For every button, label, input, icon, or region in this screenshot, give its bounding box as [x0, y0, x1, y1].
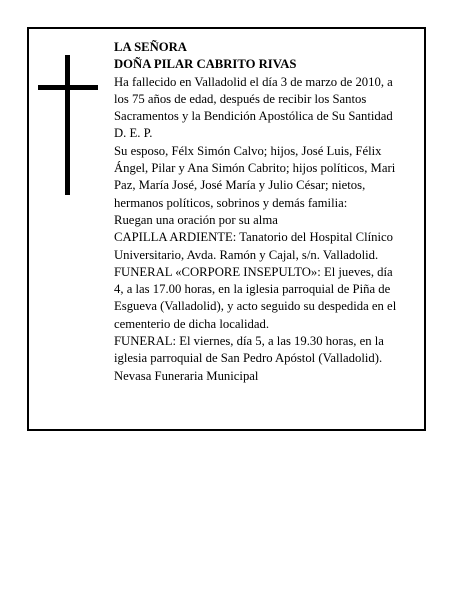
notice-line: Esgueva (Valladolid), y acto seguido su despedida en el — [114, 299, 397, 314]
notice-line: FUNERAL «CORPORE INSEPULTO»: El jueves, día — [114, 264, 393, 279]
notice-line: cementerio de dicha localidad. — [114, 316, 269, 331]
latin-cross-icon — [38, 55, 98, 195]
funeral-home-name: Nevasa Funeraria Municipal — [114, 368, 259, 383]
notice-line: Ángel, Pilar y Ana Simón Cabrito; hijos políticos, Mari — [114, 161, 396, 176]
cross-horizontal-bar — [38, 85, 98, 90]
notice-line: Su esposo, Félx Simón Calvo; hijos, José Luis, Félix — [114, 143, 382, 158]
notice-line: Sacramentos y la Bendición Apostólica de Su Santidad — [114, 109, 393, 124]
notice-line: CAPILLA ARDIENTE: Tanatorio del Hospital Clínico — [114, 230, 394, 245]
notice-line: los 75 años de edad, después de recibir los Santos — [114, 91, 367, 106]
notice-line: Ha fallecido en Valladolid el día 3 de marzo de 2010, a — [114, 74, 393, 89]
notice-line: iglesia parroquial de San Pedro Apóstol (Valladolid). — [114, 351, 383, 366]
notice-line: 4, a las 17.00 horas, en la iglesia parroquial de Piña de — [114, 282, 391, 297]
notice-line: Universitario, Avda. Ramón y Cajal, s/n. Valladolid. — [114, 247, 379, 262]
cross-vertical-bar — [65, 55, 70, 195]
notice-heading-honorific: LA SEÑORA — [114, 40, 187, 54]
notice-line: hermanos políticos, sobrinos y demás familia: — [114, 195, 348, 210]
notice-line: Paz, María José, José María y Julio César; nietos, — [114, 178, 366, 193]
prayer-request: Ruegan una oración por su alma — [114, 212, 278, 227]
obituary-text — [114, 39, 420, 385]
notice-line: FUNERAL: El viernes, día 5, a las 19.30 horas, en la — [114, 334, 384, 349]
rest-in-peace: D. E. P. — [114, 126, 153, 141]
deceased-name: DOÑA PILAR CABRITO RIVAS — [114, 57, 297, 72]
